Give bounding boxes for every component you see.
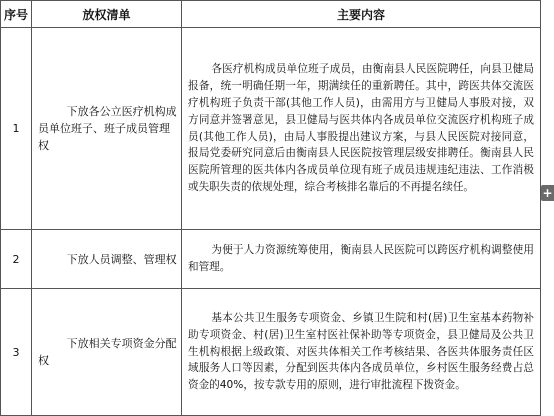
expand-side-tab-icon[interactable]: + — [542, 186, 553, 200]
table-row — [1, 289, 541, 416]
row-delegation-item — [32, 230, 182, 289]
row-number: 3 — [1, 289, 32, 416]
row-content — [182, 28, 541, 230]
table-row — [1, 28, 541, 230]
row-number: 2 — [1, 230, 32, 289]
table-header-row — [1, 1, 541, 28]
row-delegation-item — [32, 28, 182, 230]
row-delegation-text: 下放人员调整、管理权 — [66, 252, 177, 266]
header-main-content: 主要内容 — [182, 1, 541, 28]
row-content-text: 基本公共卫生服务专项资金、乡镇卫生院和村(居)卫生室基本药物补助专项资金、村(居)卫生室村医社保补助等专项资金，县卫健局及公共卫生机构根据上级政策、对医共体相关工作考核结果、各医共体服务责任区域服务人口等因素，分配到医共体内各成员单位，乡村医生服务经费占总资金的40%，按专款专用的原则，进行审批流程下拨资金。 — [188, 311, 534, 392]
table-row — [1, 230, 541, 289]
header-delegation-list: 放权清单 — [32, 1, 182, 28]
header-number: 序号 — [1, 1, 32, 28]
row-content-text: 为便于人力资源统筹使用，衡南县人民医院可以跨医疗机构调整使用和管理。 — [188, 244, 534, 273]
row-delegation-text: 下放各公立医疗机构成员单位班子、班子成员管理权 — [38, 105, 177, 152]
row-delegation-text: 下放相关专项资金分配权 — [38, 337, 177, 367]
row-content — [182, 289, 541, 416]
row-content-text: 各医疗机构成员单位班子成员，由衡南县人民医院聘任，向县卫健局报备，统一明确任期一年，期满续任的重新聘任。其中，跨医共体交流医疗机构班子负责干部(其他工作人员)，由需用方与卫健局人事股对接，双方同意并签署意见，县卫健局与医共体内各成员单位交流医疗机构班子成员(其他工作人员)，由局人事股提出建议方案，与县人民医院对接同意，报局党委研究同意后由衡南县人民医院按管理层级安排聘任。衡南县人民医院所管理的医共体内各成员单位现有班子成员违规违纪违法、工作消极或失职失责的依规处理，综合考核排名靠后的不再提名续任。 — [188, 62, 534, 194]
row-content — [182, 230, 541, 289]
row-number: 1 — [1, 28, 32, 230]
row-delegation-item — [32, 289, 182, 416]
